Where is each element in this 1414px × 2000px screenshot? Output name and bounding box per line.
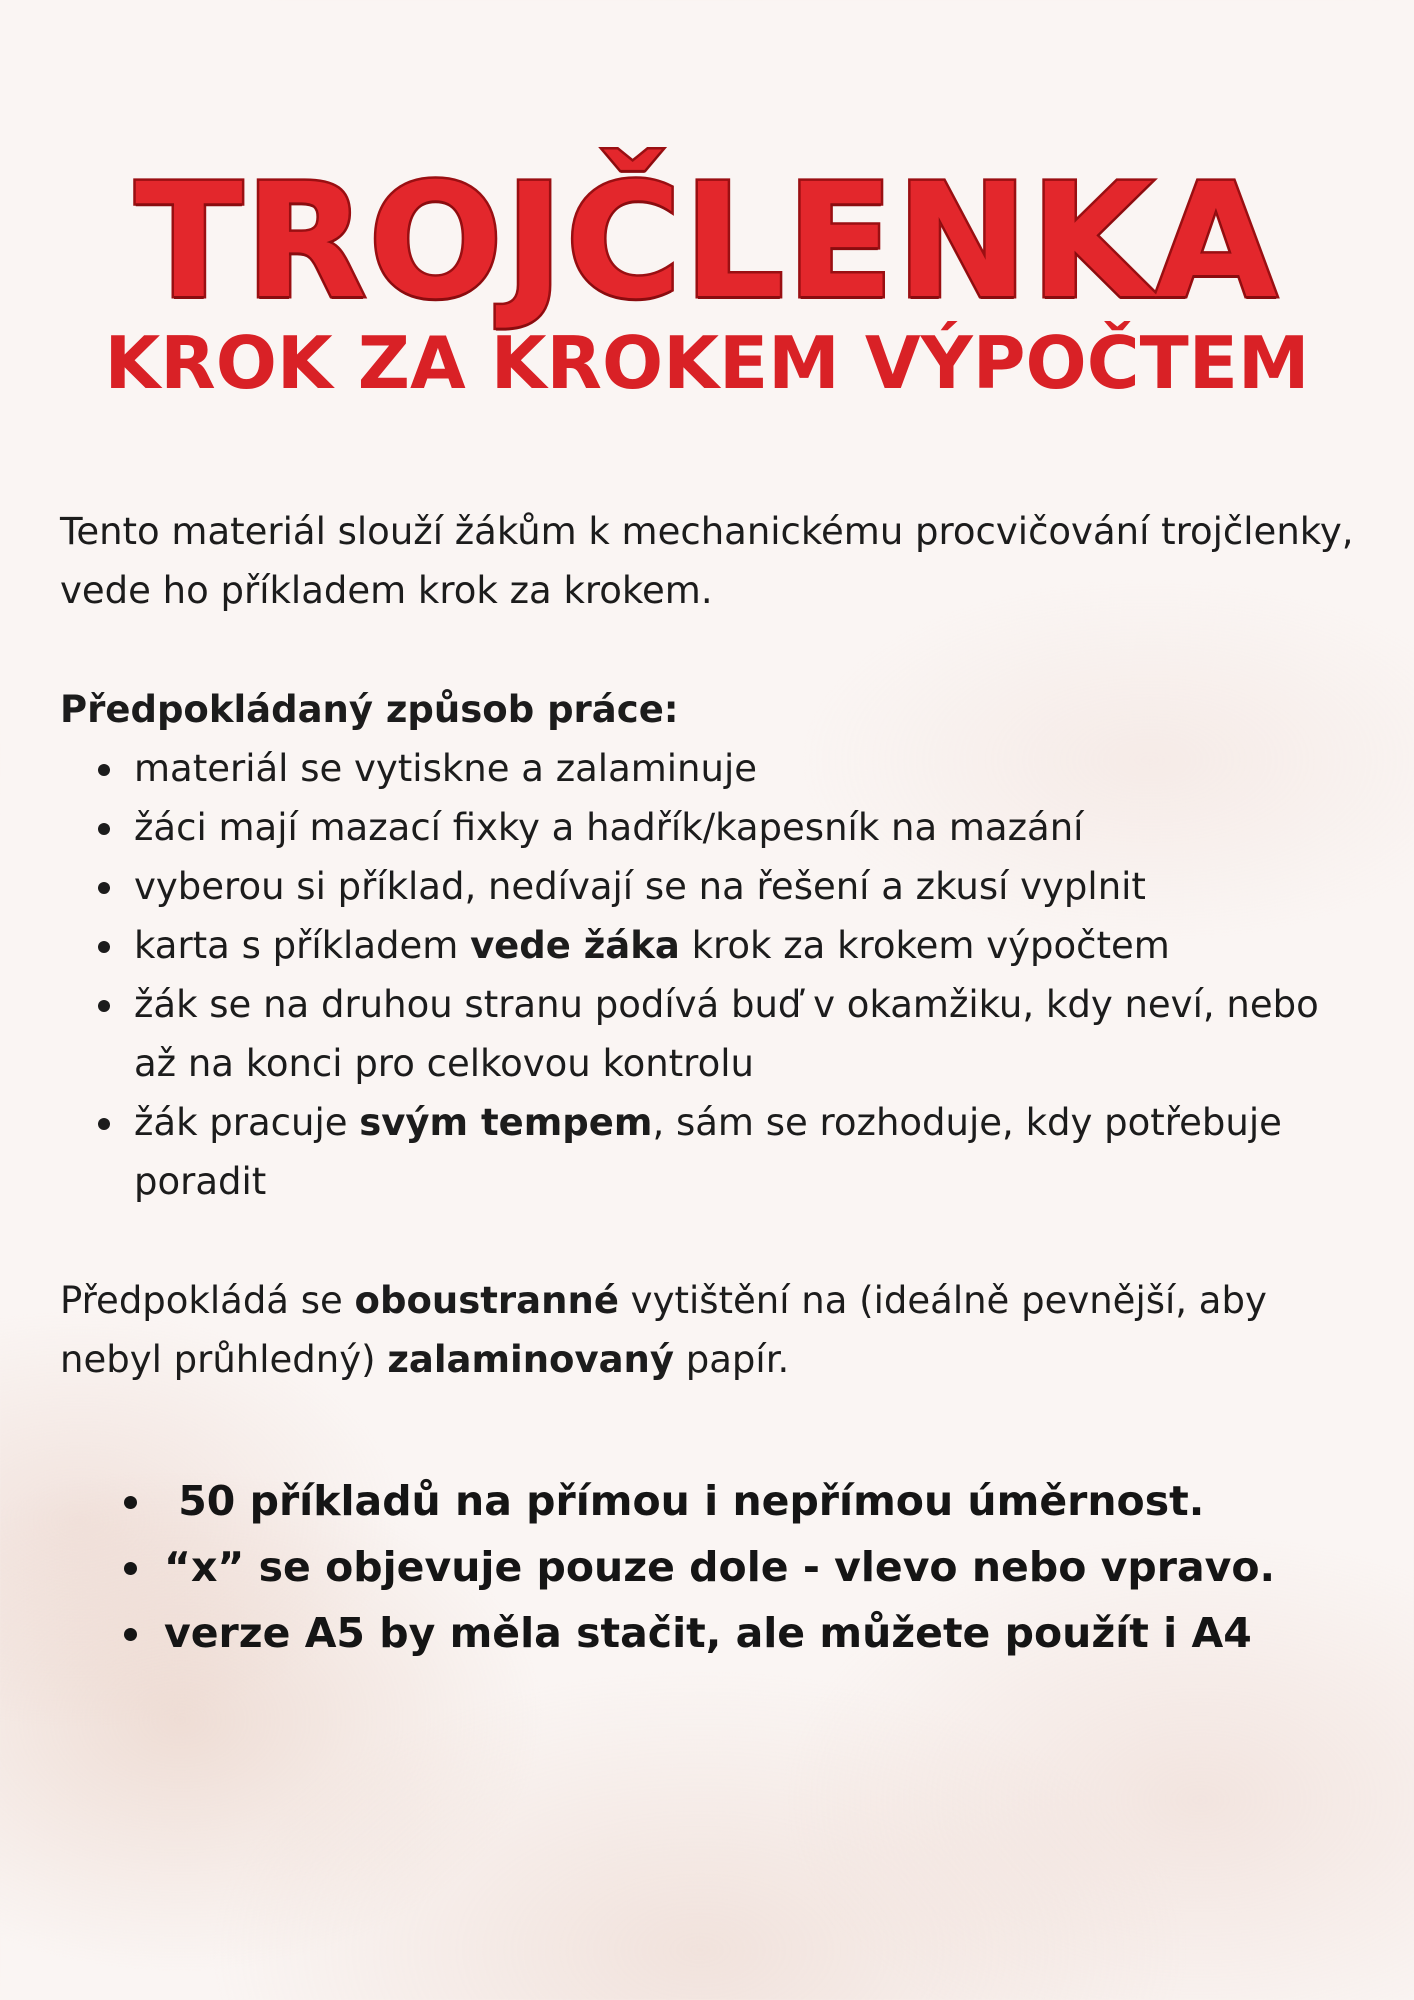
method-item: žák se na druhou stranu podívá buď v okamžiku, kdy neví, nebo až na konci pro celkovou kontrolu [134, 975, 1360, 1093]
description-section [60, 502, 1360, 1389]
method-item-emphasis: vede žáka [470, 924, 680, 967]
page-subtitle: KROK ZA KROKEM VÝPOČTEM [104, 321, 1310, 405]
highlight-item: 50 příkladů na přímou i nepřímou úměrnost. [164, 1468, 1414, 1534]
print-note-paragraph [60, 1271, 1360, 1389]
page-title: TROJČLENKA [134, 149, 1280, 334]
print-note-emphasis: zalaminovaný [387, 1338, 675, 1381]
method-item-text: krok za krokem výpočtem [679, 924, 1170, 967]
highlight-item: “x” se objevuje pouze dole - vlevo nebo vpravo. [164, 1534, 1414, 1600]
method-item-text: karta s příkladem [134, 924, 471, 967]
highlight-item: verze A5 by měla stačit, ale můžete použít i A4 [164, 1600, 1414, 1666]
method-item: žáci mají mazací fixky a hadřík/kapesník na mazání [134, 798, 1360, 857]
method-heading: Předpokládaný způsob práce: [60, 688, 679, 731]
highlights-list [120, 1468, 1414, 1666]
method-list [60, 739, 1360, 1211]
print-note-emphasis: oboustranné [354, 1279, 619, 1322]
method-item [134, 1093, 1360, 1211]
intro-paragraph: Tento materiál slouží žákům k mechanickému procvičování trojčlenky, vede ho příkladem krok za krokem. [60, 510, 1354, 612]
method-item-text: žák pracuje [134, 1101, 360, 1144]
print-note-text: vytištění na (ideálně pevnější, aby nebyl průhledný) [60, 1279, 1267, 1381]
method-item: vyberou si příklad, nedívají se na řešení a zkusí vyplnit [134, 857, 1360, 916]
method-item-emphasis: svým tempem [359, 1101, 653, 1144]
print-note-text: Předpokládá se [60, 1279, 355, 1322]
method-item [134, 916, 1360, 975]
print-note-text: papír. [674, 1338, 790, 1381]
method-item: materiál se vytiskne a zalaminuje [134, 739, 1360, 798]
method-item-text: , sám se rozhoduje, kdy potřebuje poradit [134, 1101, 1282, 1203]
